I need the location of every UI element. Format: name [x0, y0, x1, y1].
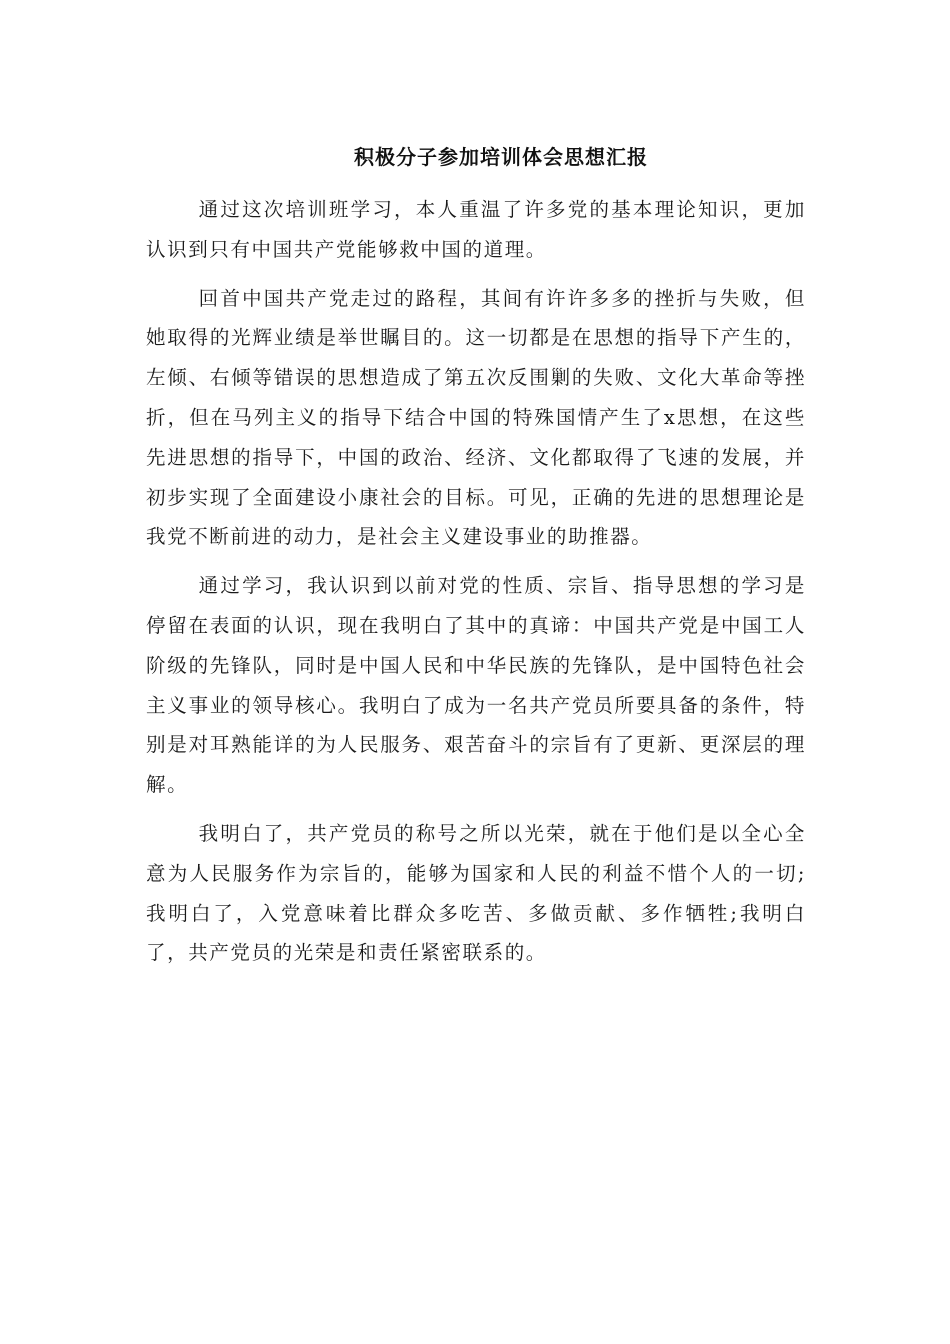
- paragraph-4: 我明白了，共产党员的称号之所以光荣，就在于他们是以全心全意为人民服务作为宗旨的，能够为国家和人民的利益不惜个人的一切;我明白了，入党意味着比群众多吃苦、多做贡献、多作牺牲;我明白了，共产党员的光荣是和责任紧密联系的。: [146, 821, 806, 965]
- document-body: [146, 190, 806, 982]
- paragraph-3: 通过学习，我认识到以前对党的性质、宗旨、指导思想的学习是停留在表面的认识，现在我明白了其中的真谛：中国共产党是中国工人阶级的先锋队，同时是中国人民和中华民族的先锋队，是中国特色社会主义事业的领导核心。我明白了成为一名共产党员所要具备的条件，特别是对耳熟能详的为人民服务、艰苦奋斗的宗旨有了更新、更深层的理解。: [146, 574, 806, 797]
- document-title: 积极分子参加培训体会思想汇报: [354, 145, 648, 169]
- paragraph-1: 通过这次培训班学习，本人重温了许多党的基本理论知识，更加认识到只有中国共产党能够救中国的道理。: [146, 198, 806, 261]
- paragraph-2: 回首中国共产党走过的路程，其间有许许多多的挫折与失败，但她取得的光辉业绩是举世瞩目的。这一切都是在思想的指导下产生的，左倾、右倾等错误的思想造成了第五次反围剿的失败、文化大革命等挫折，但在马列主义的指导下结合中国的特殊国情产生了x思想，在这些先进思想的指导下，中国的政治、经济、文化都取得了飞速的发展，并初步实现了全面建设小康社会的目标。可见，正确的先进的思想理论是我党不断前进的动力，是社会主义建设事业的助推器。: [146, 286, 806, 549]
